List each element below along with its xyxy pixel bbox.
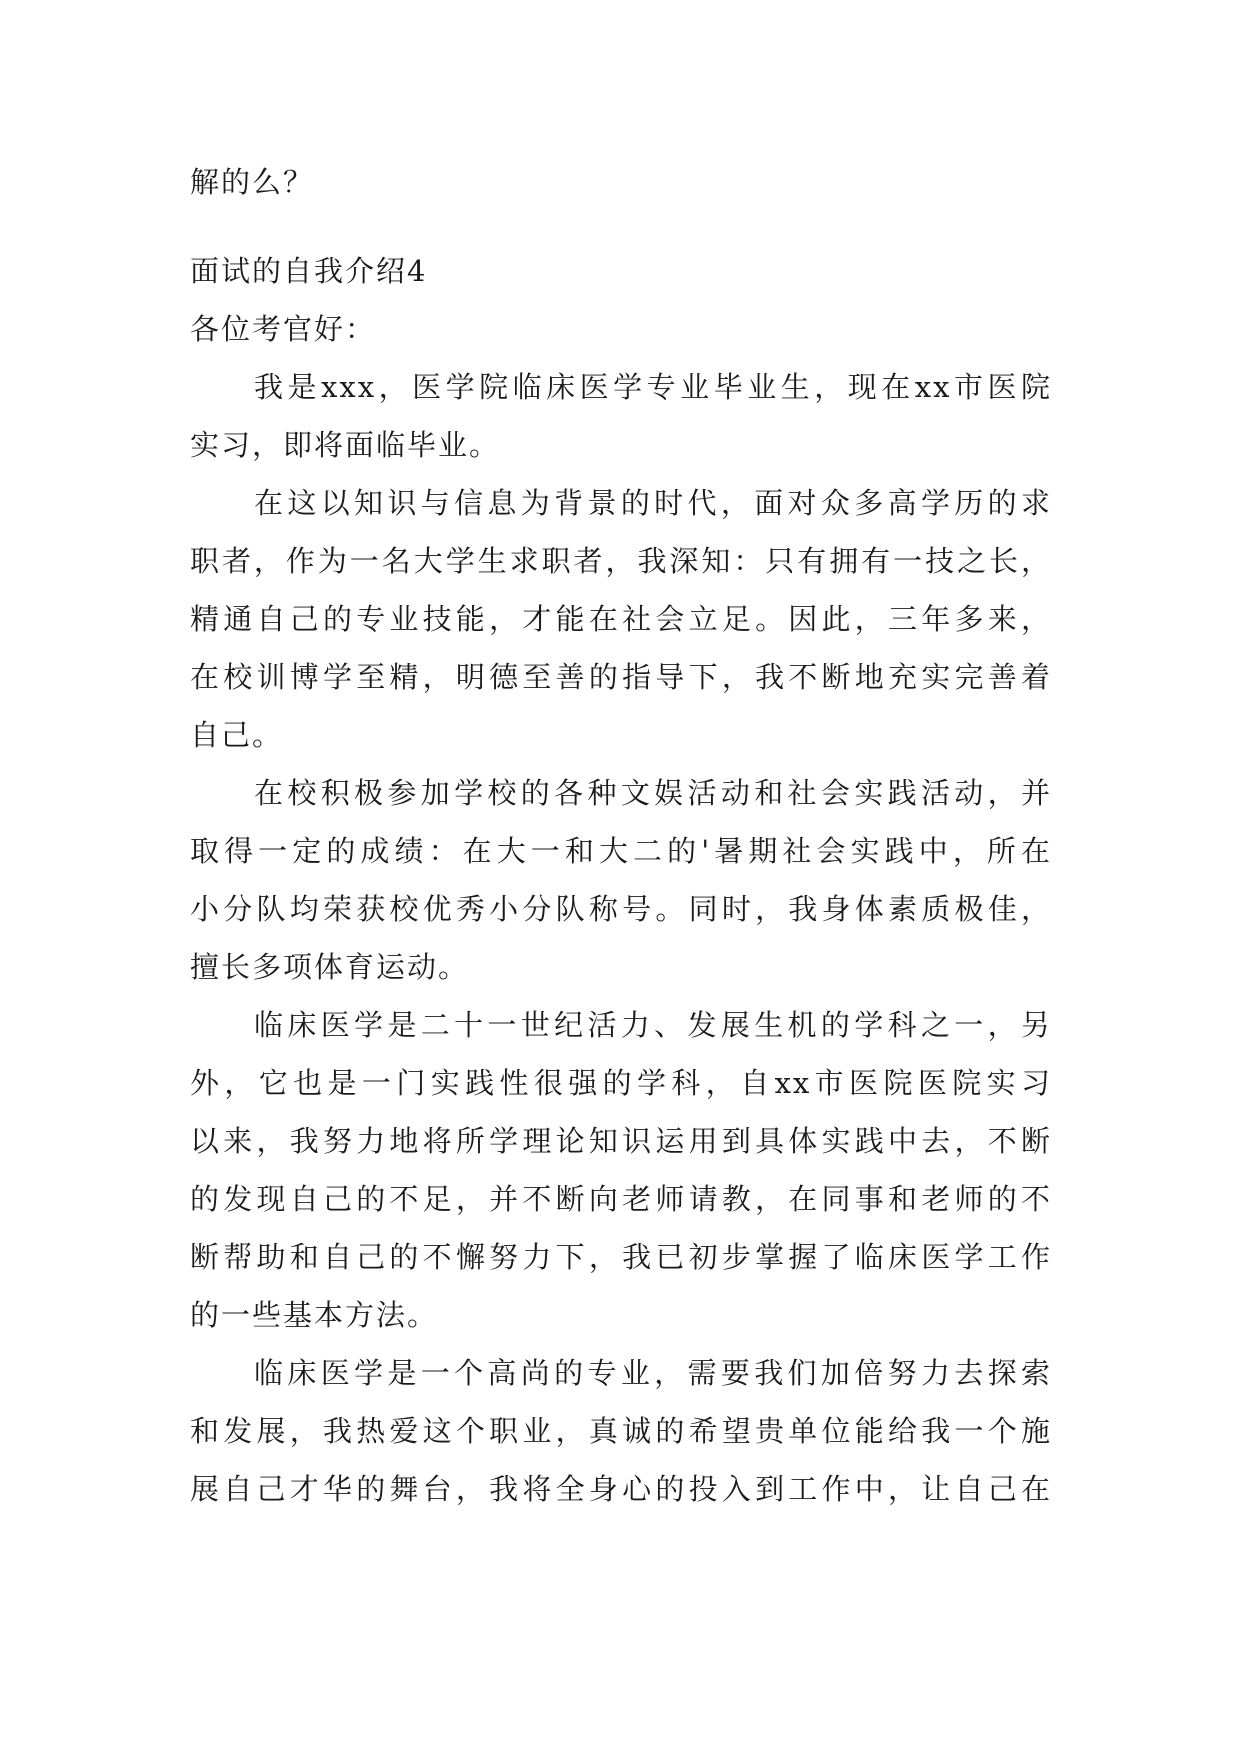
paragraph-2-line-5: 自己。 <box>190 718 284 752</box>
section-title: 面试的自我介绍4 <box>190 254 428 288</box>
paragraph-5-line-3: 展自己才华的舞台，我将全身心的投入到工作中，让自己在 <box>190 1472 1052 1506</box>
paragraph-4-line-3: 以来，我努力地将所学理论知识运用到具体实践中去，不断 <box>190 1124 1052 1158</box>
paragraph-3-line-3: 小分队均荣获校优秀小分队称号。同时，我身体素质极佳， <box>190 892 1052 926</box>
paragraph-4-line-1: 临床医学是二十一世纪活力、发展生机的学科之一，另 <box>254 1008 1052 1042</box>
paragraph-3-line-1: 在校积极参加学校的各种文娱活动和社会实践活动，并 <box>254 776 1052 810</box>
paragraph-1-line-2: 实习，即将面临毕业。 <box>190 428 501 462</box>
paragraph-2-line-2: 职者，作为一名大学生求职者，我深知：只有拥有一技之长， <box>190 544 1052 578</box>
leading-fragment-block <box>190 153 1052 211</box>
paragraph-4-line-5: 断帮助和自己的不懈努力下，我已初步掌握了临床医学工作 <box>190 1240 1052 1274</box>
paragraph-3-line-4: 擅长多项体育运动。 <box>190 950 470 984</box>
paragraph-3-line-2: 取得一定的成绩：在大一和大二的'暑期社会实践中，所在 <box>190 834 1052 868</box>
paragraph-4-line-2: 外，它也是一门实践性很强的学科，自xx市医院医院实习 <box>190 1066 1052 1100</box>
paragraph-4-line-6: 的一些基本方法。 <box>190 1298 439 1332</box>
paragraph-2-line-3: 精通自己的专业技能，才能在社会立足。因此，三年多来， <box>190 602 1052 636</box>
paragraph-1-line-1: 我是xxx，医学院临床医学专业毕业生，现在xx市医院 <box>254 370 1052 404</box>
paragraph-5-line-2: 和发展，我热爱这个职业，真诚的希望贵单位能给我一个施 <box>190 1414 1052 1448</box>
paragraph-4-line-4: 的发现自己的不足，并不断向老师请教，在同事和老师的不 <box>190 1182 1052 1216</box>
greeting: 各位考官好： <box>190 312 377 346</box>
paragraph-2-line-4: 在校训博学至精，明德至善的指导下，我不断地充实完善着 <box>190 660 1052 694</box>
paragraph-5-line-1: 临床医学是一个高尚的专业，需要我们加倍努力去探索 <box>254 1356 1052 1390</box>
body-block <box>190 242 1052 1518</box>
paragraph-2-line-1: 在这以知识与信息为背景的时代，面对众多高学历的求 <box>254 486 1052 520</box>
leading-fragment: 解的么？ <box>190 165 315 199</box>
